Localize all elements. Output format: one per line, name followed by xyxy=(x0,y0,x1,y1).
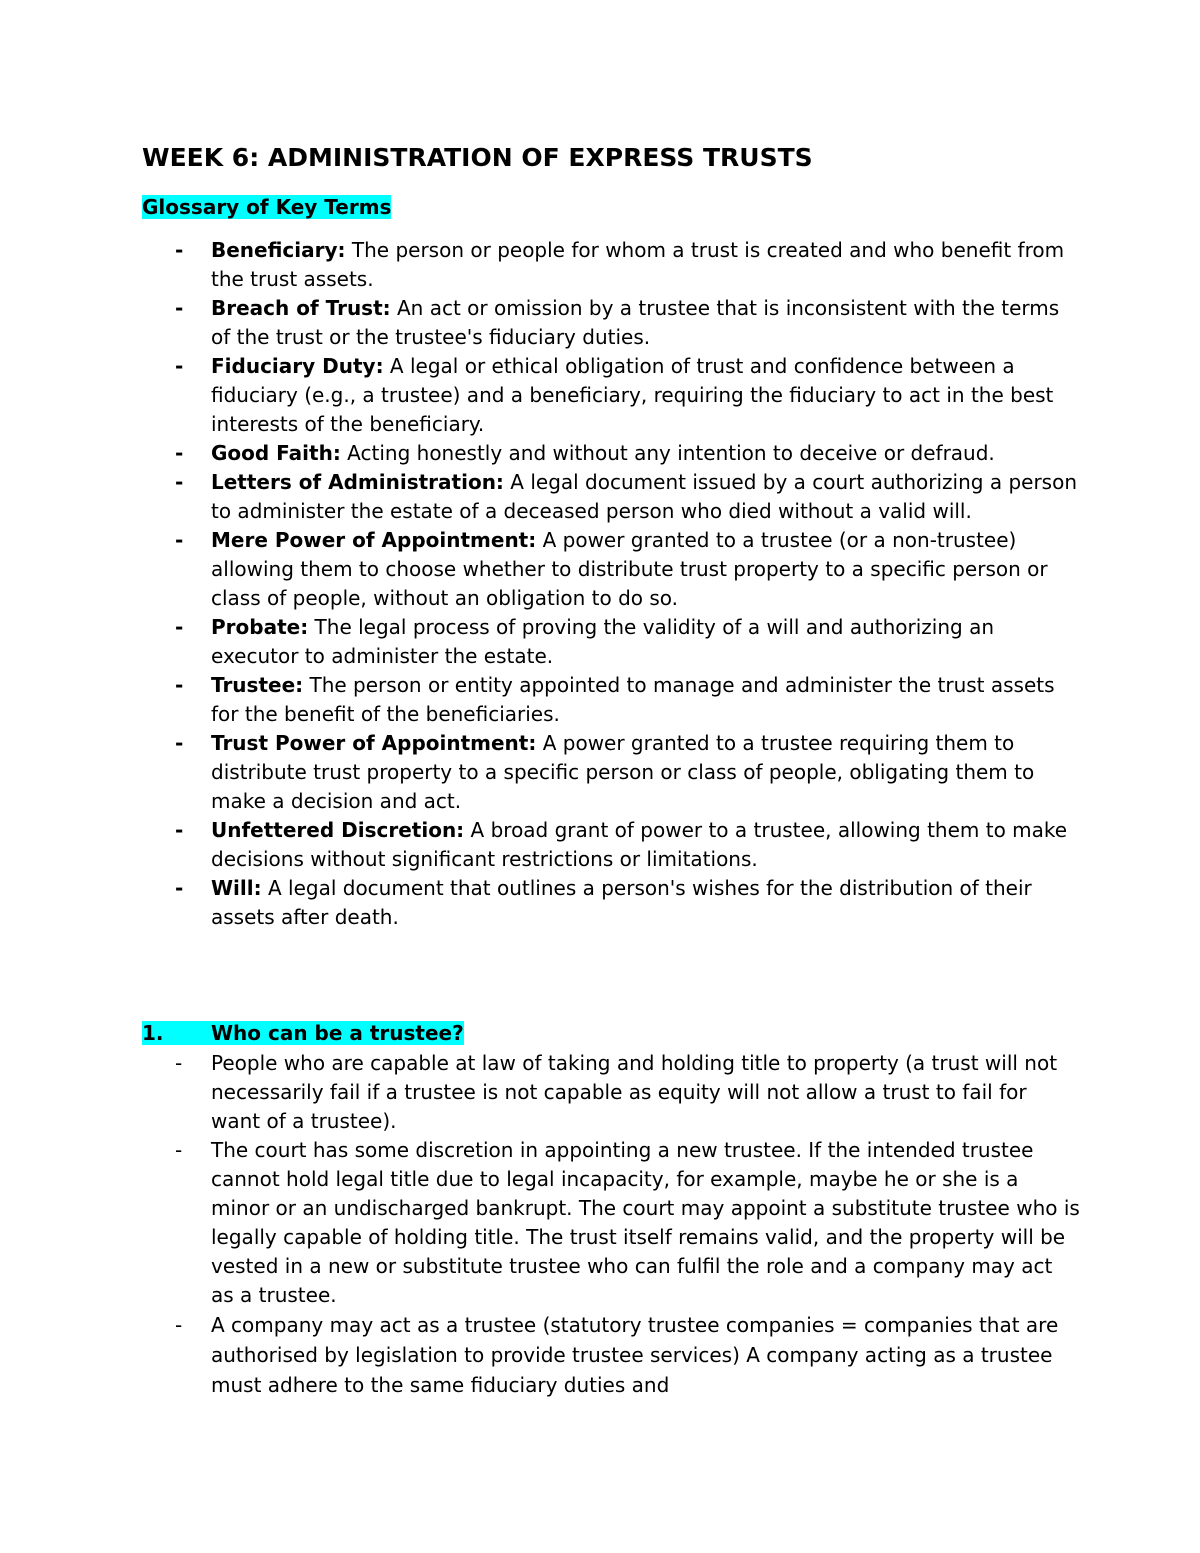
glossary-definition: A legal document issued by a court authorizing a person to administer the estate of a deceased person who died without a valid will. xyxy=(211,470,1078,523)
glossary-definition: Acting honestly and without any intention to deceive or defraud. xyxy=(340,441,995,465)
glossary-term: Mere Power of Appointment: xyxy=(211,528,537,552)
section-heading-text: Who can be a trustee? xyxy=(211,1021,464,1045)
glossary-item xyxy=(0,294,1081,352)
glossary-definition: A power granted to a trustee (or a non-trustee) allowing them to choose whether to distribute trust property to a specific person or class of people, without an obligation to do so. xyxy=(211,528,1048,610)
glossary-definition: The person or entity appointed to manage and administer the trust assets for the benefit of the beneficiaries. xyxy=(211,673,1055,726)
glossary-item xyxy=(0,816,1081,874)
glossary-item xyxy=(0,468,1081,526)
glossary-item xyxy=(0,352,1081,439)
section-heading-highlight xyxy=(142,1021,464,1045)
glossary-heading-text: Glossary of Key Terms xyxy=(142,195,392,219)
section-heading xyxy=(142,1018,464,1048)
glossary-definition: The legal process of proving the validity of a will and authorizing an executor to administer the estate. xyxy=(211,615,994,668)
glossary-term: Unfettered Discretion: xyxy=(211,818,465,842)
glossary-term: Probate: xyxy=(211,615,309,639)
glossary-item xyxy=(0,439,1081,468)
glossary-item xyxy=(0,671,1081,729)
glossary-term: Beneficiary: xyxy=(211,238,346,262)
glossary-item xyxy=(0,236,1081,294)
glossary-item xyxy=(0,613,1081,671)
glossary-definition: A power granted to a trustee requiring them to distribute trust property to a specific person or class of people, obligating them to make a decision and act. xyxy=(211,731,1035,813)
section-point: - A company may act as a trustee (statutory trustee companies = companies that are authorised by legislation to provide trustee services) A company acting as a trustee must adhere to the same fiduciary duties and xyxy=(0,1310,1081,1400)
glossary-term: Will: xyxy=(211,876,262,900)
glossary-definition: A legal or ethical obligation of trust and confidence between a fiduciary (e.g., a trustee) and a beneficiary, requiring the fiduciary to act in the best interests of the beneficiary. xyxy=(211,354,1054,436)
glossary-term: Fiduciary Duty: xyxy=(211,354,384,378)
glossary-list xyxy=(0,236,1200,932)
glossary-definition: The person or people for whom a trust is created and who benefit from the trust assets. xyxy=(211,238,1065,291)
section-number: 1. xyxy=(142,1021,164,1045)
section-points-list xyxy=(0,1049,1200,1400)
glossary-definition: A legal document that outlines a person's wishes for the distribution of their assets after death. xyxy=(211,876,1032,929)
glossary-definition: A broad grant of power to a trustee, allowing them to make decisions without significant restrictions or limitations. xyxy=(211,818,1068,871)
glossary-definition: An act or omission by a trustee that is inconsistent with the terms of the trust or the trustee's fiduciary duties. xyxy=(211,296,1060,349)
glossary-term: Trustee: xyxy=(211,673,304,697)
glossary-term: Letters of Administration: xyxy=(211,470,504,494)
glossary-term: Good Faith: xyxy=(211,441,341,465)
section-point: - The court has some discretion in appointing a new trustee. If the intended trustee cannot hold legal title due to legal incapacity, for example, maybe he or she is a minor or an undischarged bankrupt. The court may appoint a substitute trustee who is legally capable of holding title. The trust itself remains valid, and the property will be vested in a new or substitute trustee who can fulfil the role and a company may act as a trustee. xyxy=(0,1136,1081,1310)
glossary-item xyxy=(0,526,1081,613)
glossary-item xyxy=(0,729,1081,816)
glossary-term: Trust Power of Appointment: xyxy=(211,731,537,755)
glossary-term: Breach of Trust: xyxy=(211,296,391,320)
section-point: - People who are capable at law of taking and holding title to property (a trust will not necessarily fail if a trustee is not capable as equity will not allow a trust to fail for want of a trustee). xyxy=(0,1049,1081,1136)
page-title: WEEK 6: ADMINISTRATION OF EXPRESS TRUSTS xyxy=(142,143,813,172)
glossary-heading xyxy=(142,192,391,222)
glossary-item xyxy=(0,874,1081,932)
